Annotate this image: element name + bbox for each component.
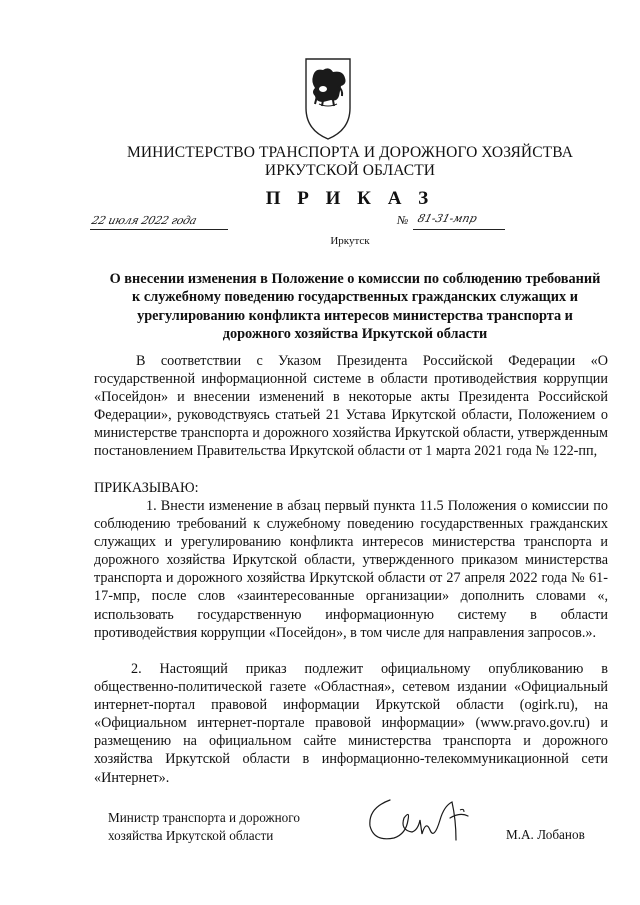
order-item-1: 1. Внести изменение в абзац первый пункта 11.5 Положения о комиссии по соблюдению требований к служебному поведению государственных гражданских служащих и урегулированию конфликта интересов министерства транспорта и дорожного хозяйства Иркутской области, утвержденного приказом министерства транспорта и дорожного хозяйства Иркутской области от 27 апреля 2022 года № 61-17-мпр, после слов «заинтересованные организации» дополнить словами «, использовать государственную информационную систему в области противодействия коррупции «Посейдон», в том числе для направления запросов.». bbox=[94, 498, 608, 641]
signatory-position-line1: Министр транспорта и дорожного bbox=[108, 810, 300, 825]
coat-of-arms-icon bbox=[303, 56, 353, 142]
ministry-name-line2: ИРКУТСКОЙ ОБЛАСТИ bbox=[264, 162, 436, 179]
handwritten-date: 22 июля 2022 года bbox=[90, 214, 198, 227]
number-label: № bbox=[397, 213, 409, 227]
document-type-heading: П Р И К А З bbox=[265, 188, 435, 209]
signatory-name: М.А. Лобанов bbox=[506, 827, 585, 842]
number-underline bbox=[413, 229, 505, 230]
preamble-paragraph: В соответствии с Указом Президента Российской Федерации «О государственной информационной системе в области противодействия коррупции «Посейдон» и внесении изменений в некоторые акты Президента Российской Федерации», руководствуясь статьей 21 Устава Иркутской области, Положением о министерстве транспорта и дорожного хозяйства Иркутской области, утвержденным постановлением Правительства Иркутской области от 1 марта 2021 года № 122-пп, bbox=[94, 353, 608, 460]
document-title: О внесении изменения в Положение о комиссии по соблюдению требований к служебному поведению государственных гражданских служащих и урегулированию конфликта интересов министерства транспорта и дорожного хозяйства Иркутской области bbox=[109, 271, 601, 342]
babr-animal-icon bbox=[312, 68, 345, 106]
handwritten-number: 81-31-мпр bbox=[416, 212, 479, 225]
city-name: Иркутск bbox=[330, 235, 370, 247]
order-item-2: 2. Настоящий приказ подлежит официальному опубликованию в общественно-политической газете «Областная», сетевом издании «Официальный интернет-портал правовой информации Иркутской области (ogirk.ru), на «Официальном интернет-портале правовой информации» (www.pravo.gov.ru) и размещению на официальном сайте министерства транспорта и дорожного хозяйства Иркутской области в информационно-телекоммуникационной сети «Интернет». bbox=[94, 661, 608, 786]
date-underline bbox=[90, 229, 228, 230]
order-word: ПРИКАЗЫВАЮ: bbox=[94, 480, 199, 496]
handwritten-signature bbox=[360, 790, 490, 852]
ministry-name-line1: МИНИСТЕРСТВО ТРАНСПОРТА И ДОРОЖНОГО ХОЗЯЙСТВА bbox=[127, 144, 573, 161]
signatory-position-line2: хозяйства Иркутской области bbox=[108, 828, 274, 843]
signatory-position bbox=[108, 809, 300, 845]
